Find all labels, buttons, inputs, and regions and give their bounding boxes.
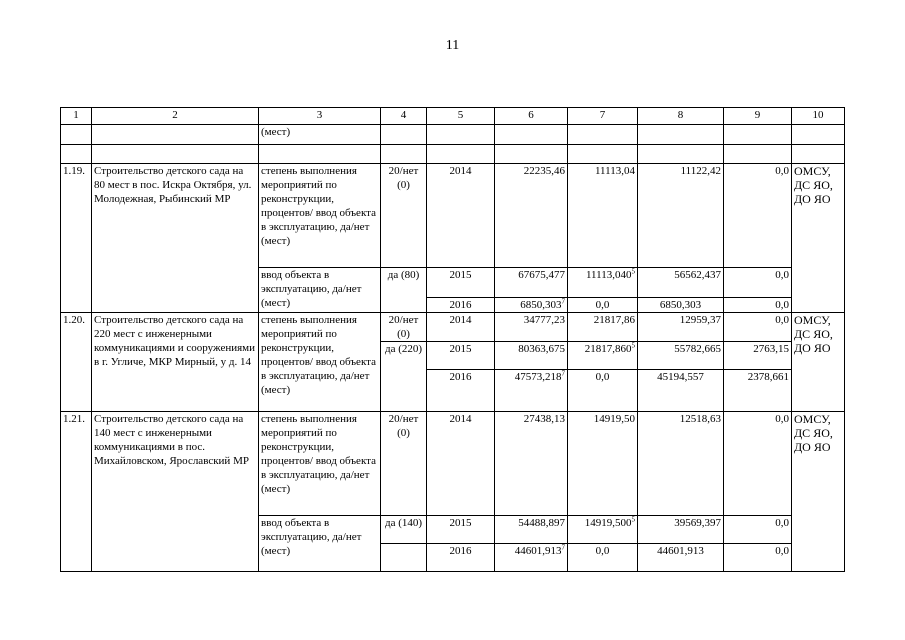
amount-col8: 6850,303 <box>638 298 724 313</box>
footnote-mark: 5 <box>631 515 635 524</box>
indicator: степень выполнения мероприятий по реконструкции, процентов/ ввод объекта в эксплуатацию, да/нет (мест) <box>259 164 381 268</box>
item-number: 1.21. <box>61 412 92 572</box>
indicator: степень выполнения мероприятий по реконструкции, процентов/ ввод объекта в эксплуатацию, да/нет (мест) <box>259 313 381 412</box>
program-table <box>60 107 845 572</box>
indicator-tail: (мест) <box>259 125 381 145</box>
header-cell: 3 <box>259 108 381 125</box>
year: 2015 <box>427 516 495 544</box>
indicator: ввод объекта в эксплуатацию, да/нет (мест) <box>259 516 381 572</box>
year: 2016 <box>427 298 495 313</box>
header-cell: 10 <box>792 108 845 125</box>
header-cell: 6 <box>495 108 568 125</box>
footnote-mark: 7 <box>561 369 565 378</box>
footnote-mark: 5 <box>631 341 635 350</box>
year: 2016 <box>427 544 495 572</box>
header-cell: 2 <box>92 108 259 125</box>
header-cell: 1 <box>61 108 92 125</box>
year: 2014 <box>427 164 495 268</box>
amount-col8: 11122,42 <box>638 164 724 268</box>
executor: ОМСУ, ДС ЯО, ДО ЯО <box>792 313 845 412</box>
total-amount: 34777,23 <box>495 313 568 342</box>
indicator: ввод объекта в эксплуатацию, да/нет (мест) <box>259 268 381 313</box>
spacer-row <box>61 145 845 164</box>
amount-col7: 21817,860$^5$ <box>568 342 638 370</box>
amount-col7: 0,0 <box>568 370 638 412</box>
header-cell: 5 <box>427 108 495 125</box>
year: 2014 <box>427 412 495 516</box>
total-amount: 54488,897 <box>495 516 568 544</box>
total-amount: 47573,218$^7$ <box>495 370 568 412</box>
footnote-mark: 7 <box>561 543 565 552</box>
year: 2014 <box>427 313 495 342</box>
year: 2015 <box>427 268 495 298</box>
plan-value: 20/нет (0) <box>381 164 427 268</box>
amount-col7: 14919,50 <box>568 412 638 516</box>
item-name: Строительство детского сада на 80 мест в пос. Искра Октября, ул. Молодежная, Рыбинский МР <box>92 164 259 313</box>
indicator: степень выполнения мероприятий по реконструкции, процентов/ ввод объекта в эксплуатацию, да/нет (мест) <box>259 412 381 516</box>
table-row <box>61 313 845 342</box>
executor: ОМСУ, ДС ЯО, ДО ЯО <box>792 412 845 572</box>
item-number: 1.20. <box>61 313 92 412</box>
plan-value: 20/нет (0) <box>381 313 427 342</box>
amount-col7: 11113,04 <box>568 164 638 268</box>
executor: ОМСУ, ДС ЯО, ДО ЯО <box>792 164 845 313</box>
header-cell: 9 <box>724 108 792 125</box>
amount-col7: 14919,500$^5$ <box>568 516 638 544</box>
amount-col7: 21817,86 <box>568 313 638 342</box>
amount-col9: 0,0 <box>724 298 792 313</box>
total-amount: 6850,303$^7$ <box>495 298 568 313</box>
footnote-mark: 7 <box>561 297 565 306</box>
amount-col9: 0,0 <box>724 412 792 516</box>
year: 2015 <box>427 342 495 370</box>
page-number: 11 <box>445 38 460 53</box>
total-amount: 44601,913$^7$ <box>495 544 568 572</box>
amount-col8: 12959,37 <box>638 313 724 342</box>
amount-col7: 0,0 <box>568 544 638 572</box>
amount-col7: 0,0 <box>568 298 638 313</box>
year: 2016 <box>427 370 495 412</box>
amount-col8: 55782,665 <box>638 342 724 370</box>
header-cell: 8 <box>638 108 724 125</box>
amount-col8: 39569,397 <box>638 516 724 544</box>
total-amount: 67675,477 <box>495 268 568 298</box>
plan-value: да (220) <box>381 342 427 370</box>
plan-value: да (140) <box>381 516 427 544</box>
item-name: Строительство детского сада на 220 мест с инженерными коммуникациями и сооружениями в г. Угличе, МКР Мирный, у д. 14 <box>92 313 259 412</box>
plan-value: 20/нет (0) <box>381 412 427 516</box>
table-row <box>61 164 845 268</box>
amount-col9: 0,0 <box>724 313 792 342</box>
table-row <box>61 412 845 516</box>
total-amount: 80363,675 <box>495 342 568 370</box>
amount-col7: 11113,040$^5$ <box>568 268 638 298</box>
plan-value: да (80) <box>381 268 427 313</box>
amount-col9: 2763,15 <box>724 342 792 370</box>
amount-col8: 12518,63 <box>638 412 724 516</box>
amount-col8: 56562,437 <box>638 268 724 298</box>
total-amount: 22235,46 <box>495 164 568 268</box>
amount-col8: 44601,913 <box>638 544 724 572</box>
total-amount: 27438,13 <box>495 412 568 516</box>
footnote-mark: 5 <box>631 267 635 276</box>
item-name: Строительство детского сада на 140 мест с инженерными коммуникациями в пос. Михайловском, Ярославский МР <box>92 412 259 572</box>
amount-col9: 0,0 <box>724 516 792 544</box>
header-row <box>61 108 845 125</box>
header-cell: 7 <box>568 108 638 125</box>
amount-col8: 45194,557 <box>638 370 724 412</box>
carry-over-row <box>61 125 845 145</box>
amount-col9: 0,0 <box>724 164 792 268</box>
amount-col9: 2378,661 <box>724 370 792 412</box>
header-cell: 4 <box>381 108 427 125</box>
item-number: 1.19. <box>61 164 92 313</box>
amount-col9: 0,0 <box>724 544 792 572</box>
amount-col9: 0,0 <box>724 268 792 298</box>
